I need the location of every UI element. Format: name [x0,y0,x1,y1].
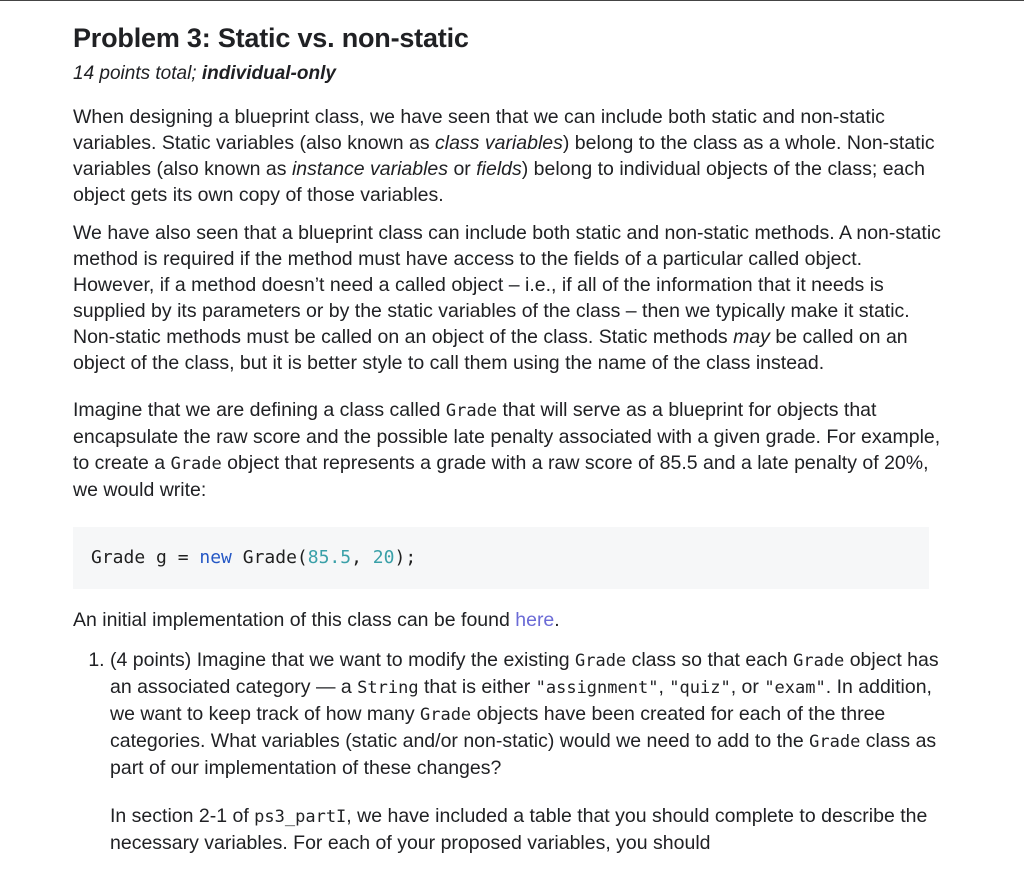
inline-code: "assignment" [535,678,659,698]
emphasis-may: may [733,326,770,348]
emphasis-class-variables: class variables [435,132,563,154]
emphasis-fields: fields [476,158,522,180]
paragraph-static-methods [73,220,943,376]
code-example-block [73,527,929,589]
text-run: be called on an object of the class, but it is better style to call them using the name of the class instead. [73,326,908,374]
code-comma: , [351,547,373,568]
text-run: . [554,609,560,631]
top-rule [0,0,1024,1]
code-number-score: 85.5 [307,547,352,568]
code-end: ); [394,547,417,568]
code-keyword-new: new [199,547,232,568]
code-constructor: Grade( [231,547,308,568]
text-run: In section 2-1 of [110,805,255,827]
inline-code-grade: Grade [445,401,498,421]
question-1-instructions [110,803,943,856]
points-text: 14 points total; [73,63,202,84]
inline-code: Grade [809,732,861,752]
code-declaration: Grade g [91,547,167,568]
text-run: class as part of our implementation of these changes? [110,730,937,779]
text-run: . In addition, we want to keep track of how many [110,676,932,725]
question-list [73,647,943,856]
text-run: or [448,158,477,180]
problem-title: Problem 3: Static vs. non-static [73,23,469,53]
code-number-penalty: 20 [372,547,395,568]
text-run: (4 points) Imagine that we want to modify the existing [110,649,575,671]
paragraph-static-variables [73,104,943,208]
inline-code: Grade [574,651,627,671]
paragraph-initial-implementation [73,607,943,633]
inline-code: Grade [419,705,472,725]
text-run: that will serve as a blueprint for objects that encapsulate the raw score and the possible late penalty associated with a given grade. For example, to create a [73,399,941,474]
emphasis-instance-variables: instance variables [291,158,449,180]
text-run: objects have been created for each of the three categories. What variables (static and/or non-static) would we need to add to the [110,703,886,752]
text-run: ) belong to the class as a whole. Non-static variables (also known as [73,132,935,180]
text-run: We have also seen that a blueprint class can include both static and non-static methods. A non-static method is required if the method must have access to the fields of a particular called object. However, if a method doesn’t need a called object – i.e., if all of the information that it needs is supplied by its parameters or by the static variables of the class – then we typically make it static. Non-static methods must be called on an object of the class. Static methods [73,222,941,348]
document-body [73,18,943,856]
text-run: object has an associated category — a [110,649,939,698]
text-run: Imagine that we are defining a class called [73,399,446,421]
text-run: that is either [418,676,536,698]
inline-code: String [357,678,419,698]
inline-code-ps3: ps3_partI [254,807,347,827]
text-run: An initial implementation of this class can be found [73,609,516,631]
text-run: , or [730,676,765,698]
text-run: When designing a blueprint class, we have seen that we can include both static and non-static variables. Static variables (also known as [73,106,885,154]
inline-code: Grade [793,651,845,671]
text-run: class so that each [626,649,794,671]
question-item-1 [110,647,943,856]
points-subtitle [73,60,943,88]
text-run: ) belong to individual objects of the class; each object gets its own copy of those variables. [73,158,925,206]
here-link[interactable]: here [515,609,555,631]
text-run: object that represents a grade with a raw score of 85.5 and a late penalty of 20%, we would write: [73,452,929,501]
question-1-text [110,647,943,781]
inline-code: "quiz" [669,678,731,698]
individual-only-text: individual-only [201,63,336,84]
code-assign: = [166,547,200,568]
paragraph-grade-class [73,397,943,503]
inline-code: "exam" [764,678,826,698]
text-run: , [658,676,670,698]
inline-code-grade: Grade [170,454,222,474]
text-run: , we have included a table that you should complete to describe the necessary variables. For each of your proposed variables, you should [110,805,928,854]
